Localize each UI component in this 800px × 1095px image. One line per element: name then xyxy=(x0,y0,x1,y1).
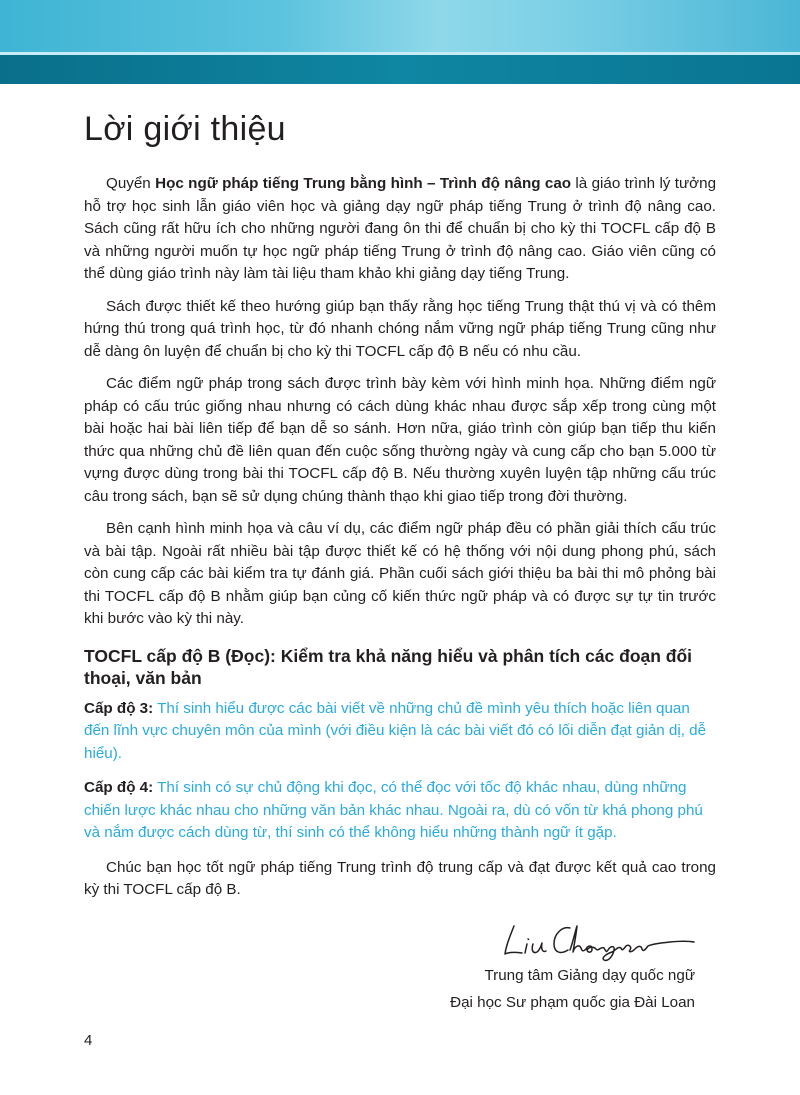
header-band xyxy=(0,0,800,84)
header-band-light xyxy=(0,0,800,54)
intro-paragraph-2: Sách được thiết kế theo hướng giúp bạn thấy rằng học tiếng Trung thật thú vị và có thêm hứng thú trong quá trình học, từ đó nhanh chóng nắm vững ngữ pháp tiếng Trung cũng như dễ dàng ôn luyện để chuẩn bị cho kỳ thi TOCFL cấp độ B nếu có nhu cầu. xyxy=(84,297,716,360)
intro-prefix: Quyển xyxy=(106,175,156,192)
intro-paragraph-3: Các điểm ngữ pháp trong sách được trình bày kèm với hình minh họa. Những điểm ngữ pháp có cấu trúc giống nhau nhưng có cách dùng khác nhau được sắp xếp trong cùng một bài hoặc hai bài liên tiếp để bạn dễ so sánh. Hơn nữa, giáo trình còn giúp bạn tiếp thu kiến thức qua những chủ đề liên quan đến cuộc sống thường ngày và cung cấp cho bạn 5.000 từ vựng được dùng trong bài thi TOCFL cấp độ B. Nếu thường xuyên luyện tập những cấu trúc câu trong sách, bạn sẽ sử dụng chúng thành thạo khi giao tiếp trong đời thường. xyxy=(84,375,716,505)
intro-p1-text: là giáo trình lý tưởng hỗ trợ học sinh lẫn giáo viên học và giảng dạy ngữ pháp tiếng Trung ở trình độ nâng cao. Sách cũng rất hữu ích cho những người đang ôn thi để chuẩn bị cho kỳ thi TOCFL cấp độ B và những người muốn tự học ngữ pháp tiếng Trung ở trình độ nâng cao. Giáo viên cũng có thể dùng giáo trình này làm tài liệu tham khảo khi giảng dạy tiếng Trung. xyxy=(84,175,717,282)
signer-block xyxy=(450,962,695,1016)
page-title: Lời giới thiệu xyxy=(84,110,286,148)
level-4-block xyxy=(84,777,716,845)
level-3-text: Thí sinh hiểu được các bài viết về những chủ đề mình yêu thích hoặc liên quan đến lĩnh vực chuyên môn của mình (với điều kiện là các bài viết đó có lối diễn đạt giản dị, dễ hiểu). xyxy=(84,699,707,762)
content-body xyxy=(84,173,716,912)
level-4-text: Thí sinh có sự chủ động khi đọc, có thể đọc với tốc độ khác nhau, dùng những chiến lược khác nhau cho những văn bản khác nhau. Ngoài ra, dù có vốn từ khá phong phú và nắm được cách dùng từ, thí sinh có thể không hiểu những thành ngữ ít gặp. xyxy=(84,779,703,841)
intro-paragraph-1 xyxy=(84,173,716,286)
book-title: Học ngữ pháp tiếng Trung bằng hình – Trình độ nâng cao xyxy=(155,175,572,192)
level-3-label: Cấp độ 3: xyxy=(84,699,154,717)
level-4-label: Cấp độ 4: xyxy=(84,779,154,796)
intro-paragraph-4: Bên cạnh hình minh họa và câu ví dụ, các điểm ngữ pháp đều có phần giải thích cấu trúc và bài tập. Ngoài rất nhiều bài tập được thiết kế có hệ thống với nội dung phong phú, sách còn cung cấp các bài kiểm tra tự đánh giá. Phần cuối sách giới thiệu ba bài thi mô phỏng bài thi TOCFL cấp độ B nhằm giúp bạn củng cố kiến thức ngữ pháp và có được sự tự tin trước khi bước vào kỳ thi này. xyxy=(84,520,716,627)
signer-org-line-2: Đại học Sư phạm quốc gia Đài Loan xyxy=(450,994,695,1011)
signer-org-line-1: Trung tâm Giảng dạy quốc ngữ xyxy=(484,967,695,984)
closing-paragraph: Chúc bạn học tốt ngữ pháp tiếng Trung trình độ trung cấp và đạt được kết quả cao trong kỳ thi TOCFL cấp độ B. xyxy=(84,858,716,898)
handwritten-signature xyxy=(500,912,700,964)
level-3-block xyxy=(84,698,716,766)
tocfl-heading: TOCFL cấp độ B (Đọc): Kiểm tra khả năng hiểu và phân tích các đoạn đối thoại, văn bản xyxy=(84,645,693,688)
page-number: 4 xyxy=(84,1032,93,1049)
header-band-dark xyxy=(0,55,800,84)
